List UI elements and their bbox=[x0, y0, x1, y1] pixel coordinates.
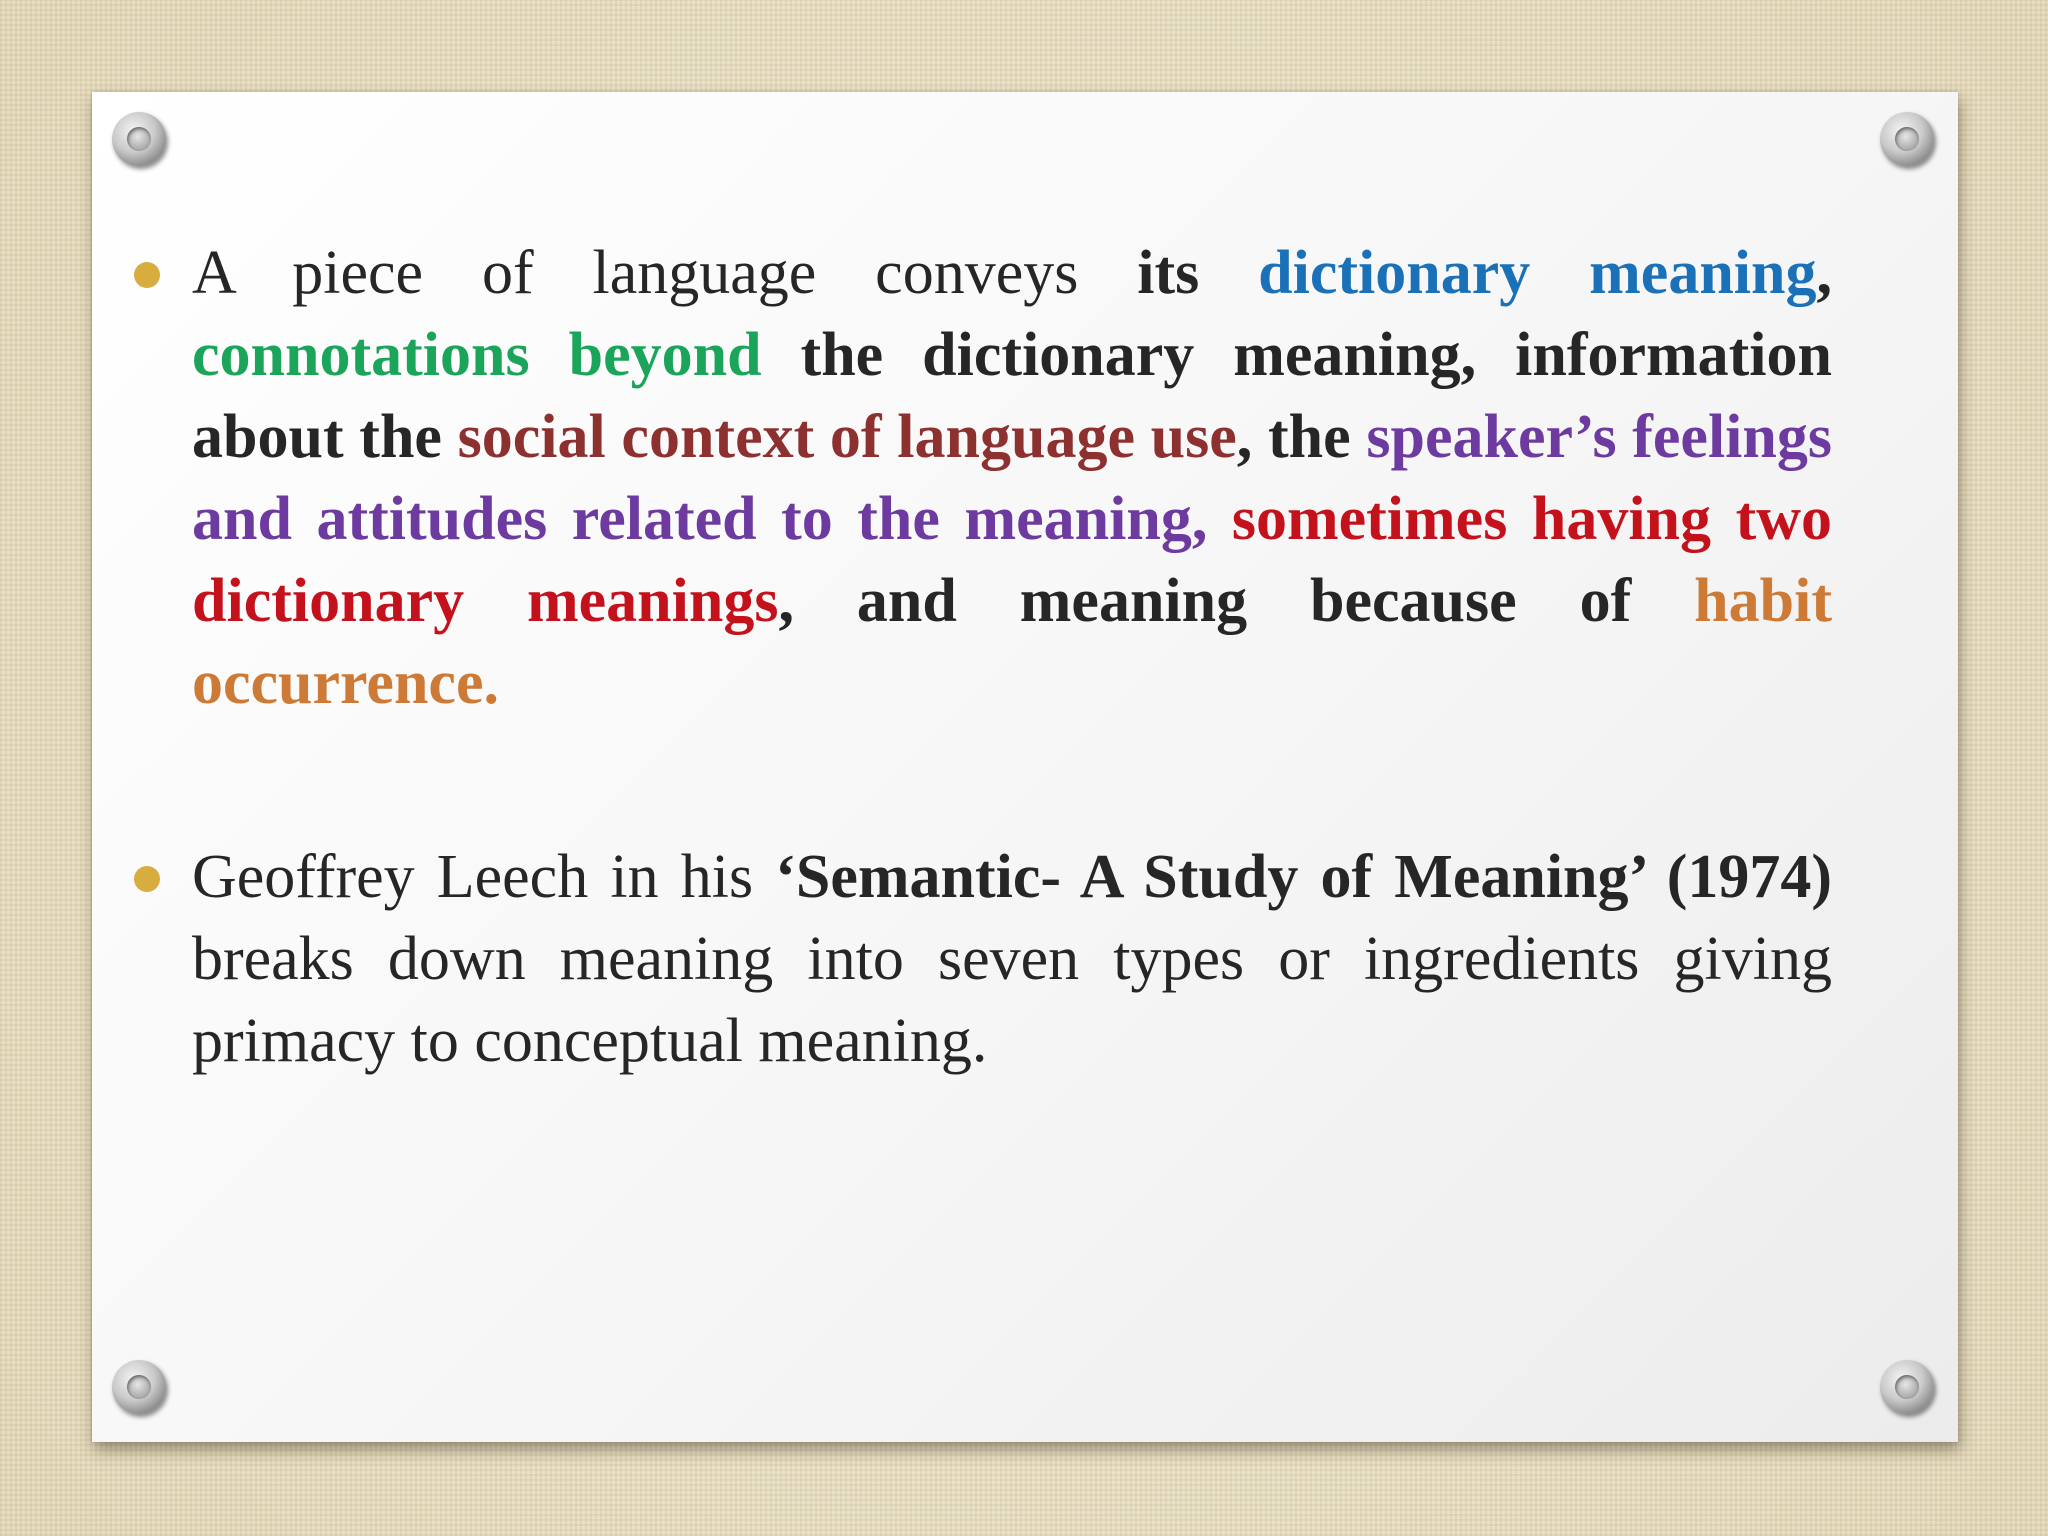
text-segment-social-context: social context of language use bbox=[457, 403, 1237, 471]
bullet-dot-icon bbox=[134, 262, 160, 288]
text-segment-dictionary-meaning: dictionary meaning bbox=[1258, 239, 1817, 307]
text-segment-connotations: connotations beyond bbox=[192, 321, 762, 389]
text-segment-habit-occurrence: habit occurrence. bbox=[192, 567, 1832, 717]
pin-bottom-right-icon bbox=[1880, 1360, 1934, 1414]
text-segment-two-meanings: sometimes having two dictionary meanings bbox=[192, 485, 1832, 635]
slide-card bbox=[92, 92, 1958, 1442]
bullet-2-text bbox=[192, 836, 1832, 1082]
pin-top-left-icon bbox=[112, 112, 166, 166]
text-segment-bold: , bbox=[1816, 239, 1833, 307]
text-segment-book-title: ‘Semantic- A Study of Meaning’ (1974) bbox=[775, 843, 1833, 911]
bullet-1-text bbox=[192, 232, 1832, 724]
text-segment: A piece of language conveys bbox=[192, 239, 1138, 307]
text-segment-bold: , the bbox=[1236, 403, 1367, 471]
text-segment-bold: its bbox=[1137, 239, 1259, 307]
text-segment-bold: the dictionary meaning, information about the bbox=[192, 321, 1832, 471]
pin-top-right-icon bbox=[1880, 112, 1934, 166]
bullet-dot-icon bbox=[134, 866, 160, 892]
text-segment-bold: , and meaning because of bbox=[778, 567, 1695, 635]
pin-bottom-left-icon bbox=[112, 1360, 166, 1414]
text-segment: Geoffrey Leech in his bbox=[192, 843, 776, 911]
text-segment: breaks down meaning into seven types or ingredients giving primacy to conceptual meaning. bbox=[192, 925, 1832, 1075]
text-segment-speaker-feelings: speaker’s feelings and attitudes related to the meaning, bbox=[192, 403, 1833, 553]
